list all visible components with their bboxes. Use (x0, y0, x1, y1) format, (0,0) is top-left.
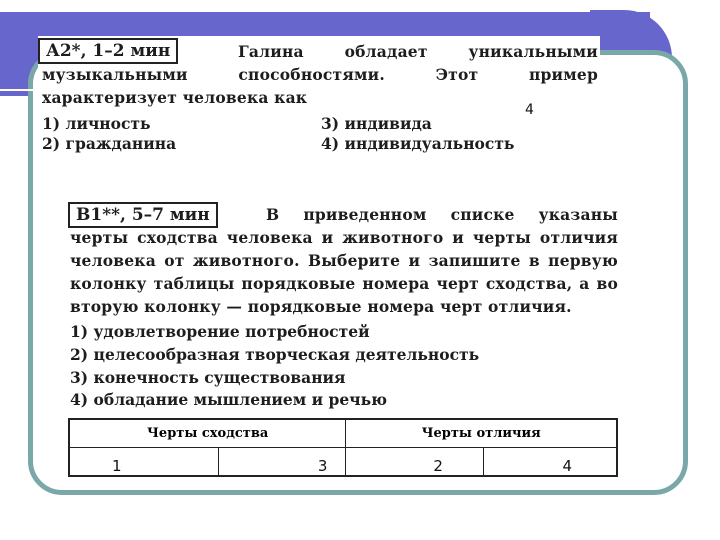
header-difference: Черты отличия (346, 419, 617, 447)
answer-table (68, 418, 618, 477)
question-b1-label: В1**, 5–7 мин (68, 202, 218, 228)
similarity-cell-1[interactable]: 1 (69, 447, 218, 476)
b1-option-3: 3) конечность существования (70, 368, 346, 387)
question-a2-label: А2*, 1–2 мин (38, 38, 178, 64)
b1-option-4: 4) обладание мышлением и речью (70, 390, 388, 409)
a2-option-3: 3) индивида (321, 114, 432, 133)
header-similarity: Черты сходства (69, 419, 346, 447)
difference-cell-2[interactable]: 4 (483, 447, 617, 476)
b1-option-1: 1) удовлетворение потребностей (70, 322, 370, 341)
similarity-cell-2[interactable]: 3 (218, 447, 345, 476)
question-a2-text: Галина обладает уникальными музыкальными способностями. Этот пример характеризует человека как (42, 42, 598, 107)
a2-option-1: 1) личность (42, 114, 151, 133)
question-a2-block (38, 36, 600, 160)
b1-option-2: 2) целесообразная творческая деятельность (70, 345, 480, 364)
a2-option-2: 2) гражданина (42, 134, 177, 153)
a2-answer-mark: 4 (525, 102, 534, 118)
decor-line-right (596, 89, 640, 91)
question-b1-text: В приведенном списке указаны черты сходства человека и животного и черты отличия человека от животного. Выберите и запишите в первую колонку таблицы порядковые номера черт сходства, а во вторую колонку — порядковые номера черт отличия. (70, 205, 618, 316)
difference-cell-1[interactable]: 2 (346, 447, 484, 476)
a2-option-4: 4) индивидуальность (321, 134, 515, 153)
